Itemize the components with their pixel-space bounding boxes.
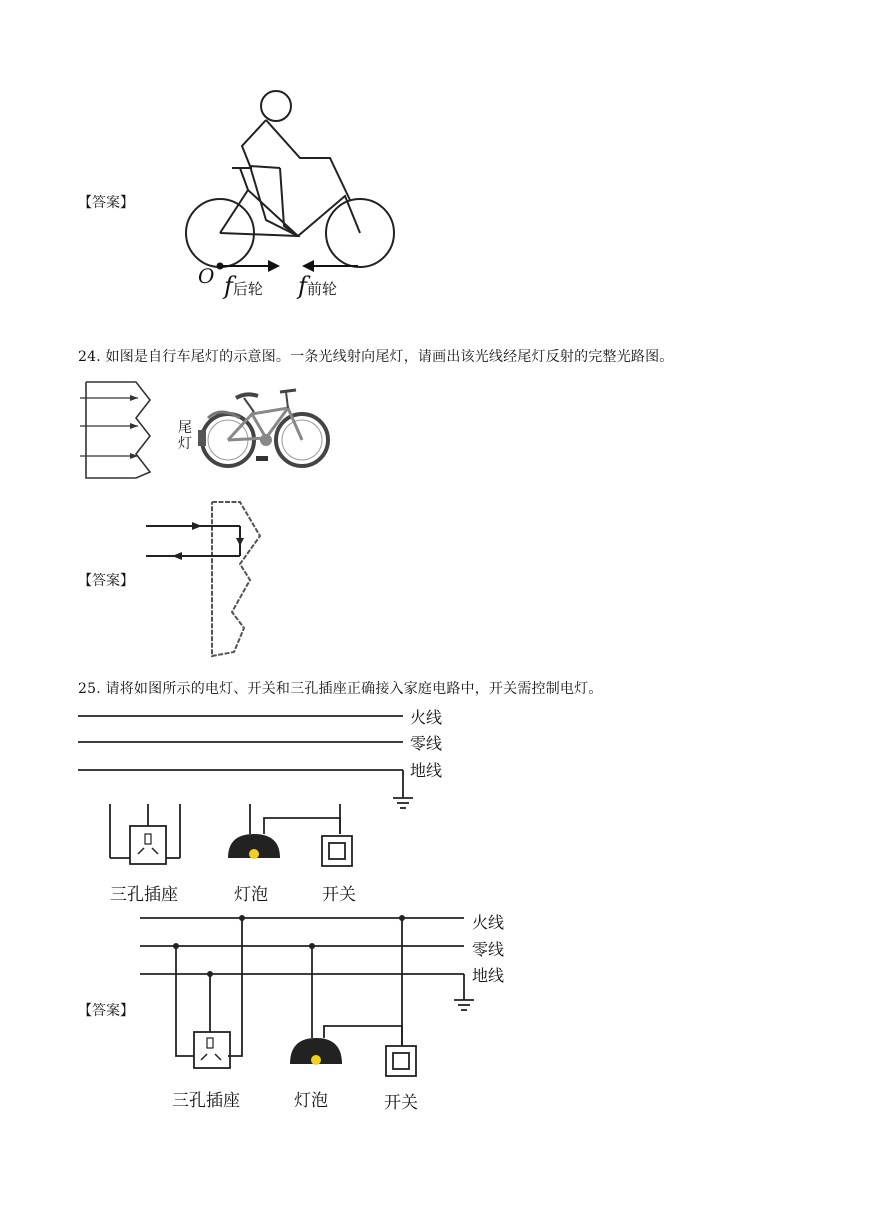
front-force-label — [298, 272, 337, 300]
neutral-wire-label: 零线 — [410, 734, 443, 753]
rider-arm — [266, 120, 350, 200]
bike-fork — [298, 196, 360, 236]
answer-bulb-label: 灯泡 — [294, 1091, 328, 1111]
circuit-answer-figure — [140, 910, 480, 1090]
answer-live-wire-label: 火线 — [472, 913, 505, 932]
socket-label: 三孔插座 — [110, 885, 178, 905]
front-force-arrow-icon — [302, 260, 314, 272]
answer-socket-label: 三孔插座 — [172, 1091, 240, 1111]
rider-leg — [280, 168, 298, 236]
ground-wire-label: 地线 — [410, 761, 443, 780]
taillight-label: 尾灯 — [178, 420, 192, 452]
rider-torso — [242, 120, 280, 168]
answer-ground-wire-label: 地线 — [472, 966, 505, 985]
answer-neutral-wire-label: 零线 — [472, 940, 505, 959]
question-25 — [78, 678, 603, 698]
rear-force-subscript: 后轮 — [232, 280, 263, 298]
incident-arrow-icon — [192, 522, 202, 530]
question-24-text: 如图是自行车尾灯的示意图。一条光线射向尾灯，请画出该光线经尾灯反射的完整光路图。 — [105, 349, 674, 365]
bicycle-picture — [196, 378, 336, 478]
reflection-path-answer — [144, 500, 274, 660]
bike-seat-post — [240, 168, 248, 190]
question-25-text: 请将如图所示的电灯、开关和三孔插座正确接入家庭电路中，开关需控制电灯。 — [105, 681, 603, 697]
switch-icon — [386, 1046, 416, 1076]
rider-head — [261, 91, 291, 121]
live-wire-label: 火线 — [410, 708, 443, 727]
question-25-number: 25. — [78, 681, 101, 697]
switch-label: 开关 — [322, 885, 356, 905]
bulb-label: 灯泡 — [234, 885, 268, 905]
question-24-number: 24. — [78, 349, 101, 365]
components-question-figure — [100, 804, 380, 874]
answer-switch-label: 开关 — [384, 1093, 418, 1113]
origin-label: O — [198, 264, 215, 288]
rear-force-symbol: f — [224, 272, 233, 300]
answer-label-24: 【答案】 — [78, 573, 134, 589]
answer-label-23: 【答案】 — [78, 195, 134, 211]
down-arrow-icon — [236, 538, 244, 546]
front-force-symbol: f — [298, 272, 307, 300]
answer-label-25: 【答案】 — [78, 1003, 134, 1019]
switch-icon — [322, 836, 352, 866]
front-force-subscript: 前轮 — [306, 280, 337, 298]
reflected-arrow-icon — [172, 552, 182, 560]
rear-force-arrow-icon — [268, 260, 280, 272]
question-24 — [78, 346, 674, 366]
socket-icon — [130, 826, 166, 864]
rider-leg-back — [250, 166, 298, 236]
rear-force-label — [224, 272, 263, 300]
taillight-reflector-figure — [80, 380, 170, 480]
